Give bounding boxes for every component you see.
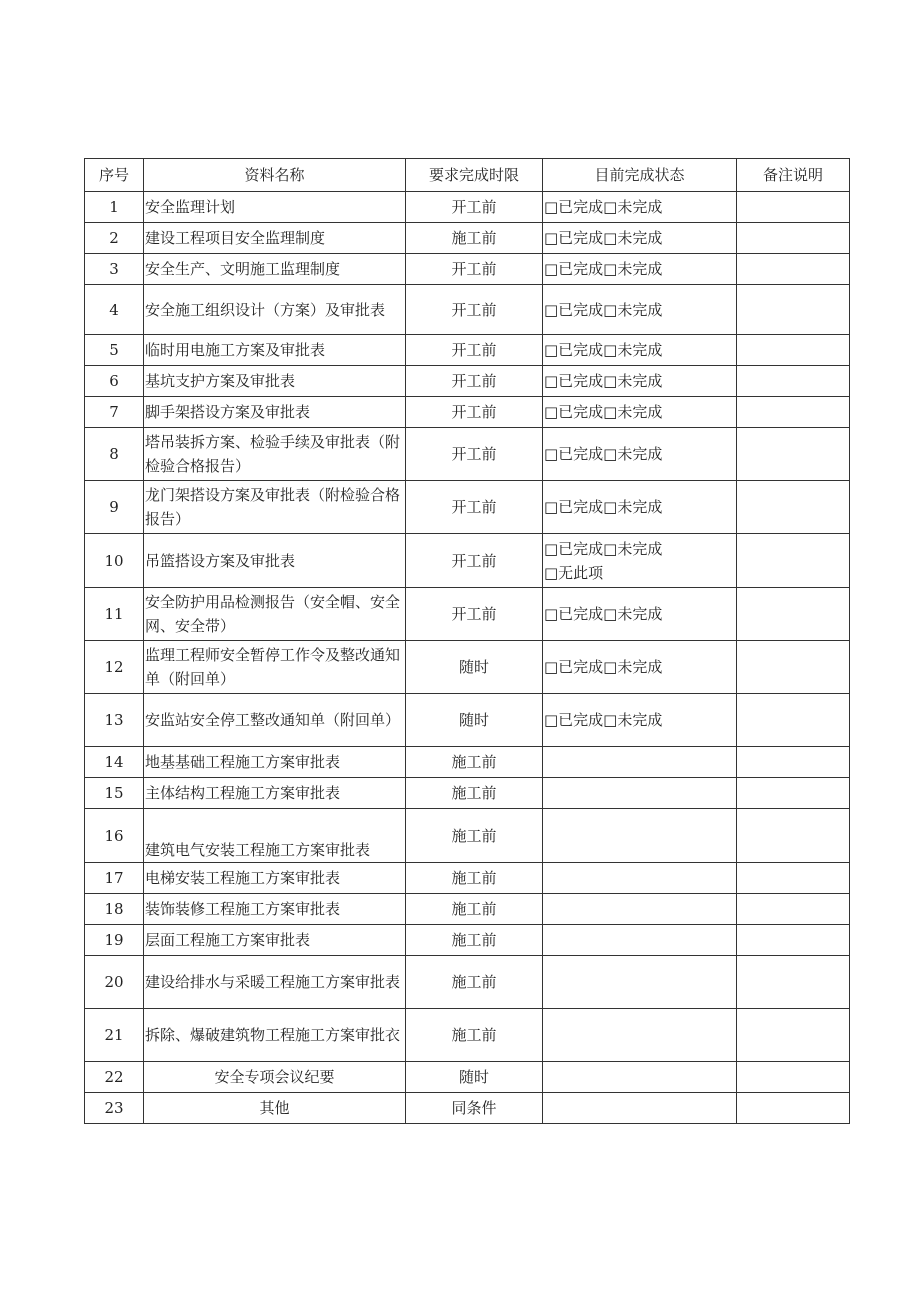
- row-number: 15: [85, 778, 144, 809]
- status-cell: [543, 534, 737, 588]
- status-cell: [543, 956, 737, 1009]
- deadline: 施工前: [406, 1009, 543, 1062]
- remarks-cell: [737, 285, 850, 335]
- table-row: [85, 956, 850, 1009]
- document-name: 装饰装修工程施工方案审批表: [144, 894, 406, 925]
- remarks-cell: [737, 335, 850, 366]
- deadline: 开工前: [406, 254, 543, 285]
- table-row: [85, 335, 850, 366]
- status-cell: [543, 641, 737, 694]
- deadline: 开工前: [406, 588, 543, 641]
- row-number: 19: [85, 925, 144, 956]
- table-row: [85, 1009, 850, 1062]
- deadline: 施工前: [406, 894, 543, 925]
- row-number: 23: [85, 1093, 144, 1124]
- table-row: [85, 285, 850, 335]
- document-name: 龙门架搭设方案及审批表（附检验合格报告）: [144, 481, 406, 534]
- remarks-cell: [737, 925, 850, 956]
- table-row: [85, 366, 850, 397]
- row-number: 16: [85, 809, 144, 863]
- table-row: [85, 481, 850, 534]
- document-name: 地基基础工程施工方案审批表: [144, 747, 406, 778]
- table-row: [85, 428, 850, 481]
- deadline: 开工前: [406, 285, 543, 335]
- document-name: 建设给排水与采暖工程施工方案审批表: [144, 956, 406, 1009]
- deadline: 开工前: [406, 335, 543, 366]
- status-cell: [543, 1062, 737, 1093]
- deadline: 随时: [406, 641, 543, 694]
- document-name: 安全生产、文明施工监理制度: [144, 254, 406, 285]
- table-row: [85, 1093, 850, 1124]
- status-options: □已完成□未完成: [544, 198, 663, 216]
- table-row: [85, 534, 850, 588]
- status-cell: [543, 335, 737, 366]
- remarks-cell: [737, 894, 850, 925]
- row-number: 13: [85, 694, 144, 747]
- status-options: □已完成□未完成: [544, 260, 663, 278]
- remarks-cell: [737, 481, 850, 534]
- deadline: 开工前: [406, 481, 543, 534]
- document-name: 安全监理计划: [144, 192, 406, 223]
- remarks-cell: [737, 778, 850, 809]
- deadline: 开工前: [406, 534, 543, 588]
- row-number: 3: [85, 254, 144, 285]
- table-row: [85, 778, 850, 809]
- row-number: 2: [85, 223, 144, 254]
- status-cell: [543, 192, 737, 223]
- document-name: 层面工程施工方案审批表: [144, 925, 406, 956]
- status-cell: [543, 694, 737, 747]
- document-name: 脚手架搭设方案及审批表: [144, 397, 406, 428]
- deadline: 开工前: [406, 428, 543, 481]
- status-options: □已完成□未完成: [544, 658, 663, 676]
- deadline: 开工前: [406, 366, 543, 397]
- status-cell: [543, 925, 737, 956]
- deadline: 开工前: [406, 192, 543, 223]
- table-row: [85, 809, 850, 863]
- remarks-cell: [737, 534, 850, 588]
- row-number: 20: [85, 956, 144, 1009]
- remarks-cell: [737, 863, 850, 894]
- document-name: 拆除、爆破建筑物工程施工方案审批衣: [144, 1009, 406, 1062]
- document-name: 安监站安全停工整改通知单（附回单）: [144, 694, 406, 747]
- status-cell: [543, 397, 737, 428]
- document-name: 安全防护用品检测报告（安全帽、安全网、安全带）: [144, 588, 406, 641]
- status-cell: [543, 481, 737, 534]
- deadline: 施工前: [406, 925, 543, 956]
- row-number: 4: [85, 285, 144, 335]
- table-row: [85, 254, 850, 285]
- deadline: 随时: [406, 694, 543, 747]
- row-number: 11: [85, 588, 144, 641]
- table-row: [85, 397, 850, 428]
- status-options: □无此项: [544, 563, 604, 582]
- status-options: □已完成□未完成: [544, 229, 663, 247]
- remarks-cell: [737, 641, 850, 694]
- document-name: 安全施工组织设计（方案）及审批表: [144, 285, 406, 335]
- header-row: [85, 159, 850, 192]
- row-number: 22: [85, 1062, 144, 1093]
- document-name: 吊篮搭设方案及审批表: [144, 534, 406, 588]
- row-number: 6: [85, 366, 144, 397]
- deadline: 同条件: [406, 1093, 543, 1124]
- deadline: 开工前: [406, 397, 543, 428]
- table-row: [85, 641, 850, 694]
- deadline: 施工前: [406, 956, 543, 1009]
- document-name: 监理工程师安全暂停工作令及整改通知单（附回单）: [144, 641, 406, 694]
- remarks-cell: [737, 1093, 850, 1124]
- row-number: 21: [85, 1009, 144, 1062]
- document-name: 主体结构工程施工方案审批表: [144, 778, 406, 809]
- deadline: 随时: [406, 1062, 543, 1093]
- remarks-cell: [737, 366, 850, 397]
- remarks-cell: [737, 428, 850, 481]
- remarks-cell: [737, 747, 850, 778]
- table-row: [85, 192, 850, 223]
- status-options: □已完成□未完成: [544, 403, 663, 421]
- status-cell: [543, 254, 737, 285]
- deadline: 施工前: [406, 778, 543, 809]
- remarks-cell: [737, 1009, 850, 1062]
- row-number: 14: [85, 747, 144, 778]
- document-name: 其他: [144, 1093, 406, 1124]
- document-name: 安全专项会议纪要: [144, 1062, 406, 1093]
- remarks-cell: [737, 694, 850, 747]
- status-cell: [543, 366, 737, 397]
- remarks-cell: [737, 1062, 850, 1093]
- document-name: 建设工程项目安全监理制度: [144, 223, 406, 254]
- document-name: 电梯安装工程施工方案审批表: [144, 863, 406, 894]
- status-options: □已完成□未完成: [544, 372, 663, 390]
- status-options: □已完成□未完成: [544, 445, 663, 463]
- table-row: [85, 863, 850, 894]
- table-row: [85, 894, 850, 925]
- row-number: 18: [85, 894, 144, 925]
- remarks-cell: [737, 956, 850, 1009]
- table-row: [85, 925, 850, 956]
- table-row: [85, 747, 850, 778]
- status-cell: [543, 285, 737, 335]
- table-row: [85, 588, 850, 641]
- status-cell: [543, 863, 737, 894]
- status-cell: [543, 778, 737, 809]
- status-cell: [543, 1093, 737, 1124]
- status-cell: [543, 588, 737, 641]
- row-number: 10: [85, 534, 144, 588]
- status-cell: [543, 428, 737, 481]
- status-cell: [543, 1009, 737, 1062]
- row-number: 9: [85, 481, 144, 534]
- header-cell: 资料名称: [144, 159, 406, 192]
- row-number: 17: [85, 863, 144, 894]
- table-row: [85, 1062, 850, 1093]
- deadline: 施工前: [406, 809, 543, 863]
- status-cell: [543, 809, 737, 863]
- row-number: 7: [85, 397, 144, 428]
- status-cell: [543, 747, 737, 778]
- remarks-cell: [737, 397, 850, 428]
- remarks-cell: [737, 192, 850, 223]
- row-number: 5: [85, 335, 144, 366]
- status-options: □已完成□未完成: [544, 300, 663, 319]
- status-options: □已完成□未完成: [544, 498, 663, 516]
- remarks-cell: [737, 254, 850, 285]
- document-name: 临时用电施工方案及审批表: [144, 335, 406, 366]
- deadline: 施工前: [406, 863, 543, 894]
- header-cell: 目前完成状态: [543, 159, 737, 192]
- table-row: [85, 694, 850, 747]
- document-table: [84, 158, 850, 1124]
- document-name: 基坑支护方案及审批表: [144, 366, 406, 397]
- remarks-cell: [737, 809, 850, 863]
- status-options: □已完成□未完成: [544, 539, 663, 558]
- status-options: □已完成□未完成: [544, 711, 663, 729]
- table-row: [85, 223, 850, 254]
- remarks-cell: [737, 588, 850, 641]
- document-name: 塔吊装拆方案、检验手续及审批表（附检验合格报告）: [144, 428, 406, 481]
- header-cell: 要求完成时限: [406, 159, 543, 192]
- status-cell: [543, 223, 737, 254]
- row-number: 1: [85, 192, 144, 223]
- deadline: 施工前: [406, 223, 543, 254]
- deadline: 施工前: [406, 747, 543, 778]
- status-options: □已完成□未完成: [544, 341, 663, 359]
- status-cell: [543, 894, 737, 925]
- header-cell: 序号: [85, 159, 144, 192]
- remarks-cell: [737, 223, 850, 254]
- document-name: 建筑电气安装工程施工方案审批表: [144, 809, 406, 863]
- header-cell: 备注说明: [737, 159, 850, 192]
- row-number: 8: [85, 428, 144, 481]
- status-options: □已完成□未完成: [544, 605, 663, 623]
- row-number: 12: [85, 641, 144, 694]
